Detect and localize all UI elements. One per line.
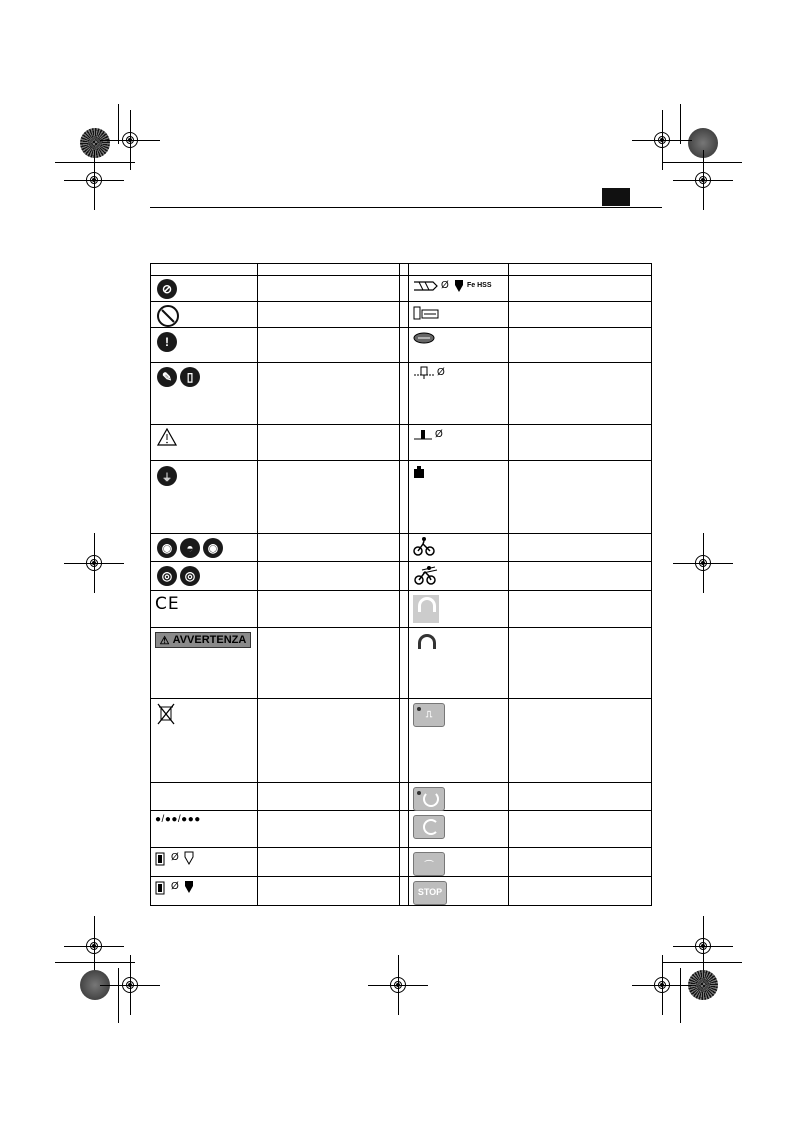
- table-row: [151, 562, 652, 591]
- core-drill-icon: [155, 852, 167, 866]
- symbol-cell: [409, 425, 509, 461]
- spacer-cell: [400, 276, 409, 302]
- meaning-cell: [258, 628, 400, 699]
- stop-button-icon: [413, 881, 447, 905]
- spacer-cell: [400, 562, 409, 591]
- symbol-cell: [409, 848, 509, 877]
- color-target-bottom-right: [688, 970, 718, 1000]
- symbol-cell: [409, 699, 509, 783]
- signal-word-text: AVVERTENZA: [172, 634, 247, 646]
- reverse-button-icon: [413, 815, 445, 839]
- meaning-cell: [258, 276, 400, 302]
- meaning-cell: [258, 783, 400, 811]
- symbol-cell: [151, 425, 258, 461]
- spacer-cell: [400, 699, 409, 783]
- table-row: [151, 328, 652, 363]
- twist-drill-icon: [413, 280, 439, 292]
- table-row: [151, 534, 652, 562]
- stroke-diameter-icon: [413, 366, 435, 380]
- spacer-cell: [400, 783, 409, 811]
- meaning-cell: [509, 562, 652, 591]
- meaning-cell: [258, 811, 400, 848]
- diameter-symbol: Ø: [441, 280, 449, 291]
- stop-label: STOP: [417, 887, 443, 897]
- core-drill-diameter-icon: [453, 279, 465, 293]
- table-header-cell: [409, 264, 509, 276]
- hearing-protection-icon: ◎: [180, 566, 200, 586]
- table-row: [151, 783, 652, 811]
- table-header-cell: [151, 264, 258, 276]
- symbol-cell: [409, 783, 509, 811]
- meaning-cell: [258, 534, 400, 562]
- no-fire-icon: ⊘: [157, 279, 177, 299]
- crop-line: [680, 104, 681, 144]
- symbol-cell: [151, 534, 258, 562]
- symbol-cell: [151, 848, 258, 877]
- speed-levels: ●/●●/●●●: [155, 814, 201, 825]
- meaning-cell: [509, 811, 652, 848]
- crop-line: [662, 962, 742, 963]
- core-drill-diameter-icon: [183, 851, 195, 865]
- spacer-cell: [400, 328, 409, 363]
- symbol-cell: [409, 461, 509, 534]
- power-button-icon: ⎍: [413, 703, 445, 727]
- symbol-cell: [409, 591, 509, 628]
- table-row: [151, 425, 652, 461]
- symbol-cell: [409, 877, 509, 906]
- symbol-cell: [151, 363, 258, 425]
- core-drill-icon: [155, 881, 167, 895]
- table-row: [151, 848, 652, 877]
- language-tab: [602, 188, 630, 206]
- thread-diameter-icon: [413, 428, 433, 442]
- meaning-cell: [509, 848, 652, 877]
- symbol-cell: [409, 562, 509, 591]
- read-manual-icon: ✎: [157, 367, 177, 387]
- table-row: [151, 363, 652, 425]
- spacer-cell: [400, 811, 409, 848]
- table-row: [151, 877, 652, 906]
- symbol-cell: [151, 877, 258, 906]
- symbol-cell: [409, 363, 509, 425]
- slow-rider-icon: [413, 536, 435, 556]
- symbol-cell: [151, 461, 258, 534]
- symbol-cell: [151, 591, 258, 628]
- table-row: [151, 699, 652, 783]
- table-header-cell: [400, 264, 409, 276]
- table-row: [151, 302, 652, 328]
- table-row: [151, 591, 652, 628]
- motor-start-button-icon: [413, 787, 445, 811]
- color-target-top-left: [80, 128, 110, 158]
- meaning-cell: [509, 425, 652, 461]
- meaning-cell: [258, 328, 400, 363]
- fast-rider-icon: [413, 565, 439, 585]
- hearing-protection-icon: ◎: [157, 566, 177, 586]
- magnet-button-icon: ⌒: [413, 852, 445, 876]
- meaning-cell: [509, 699, 652, 783]
- table-row: [151, 276, 652, 302]
- symbol-cell: [151, 811, 258, 848]
- unplug-icon: ⏚: [157, 466, 177, 486]
- crop-line: [118, 104, 119, 144]
- spacer-cell: [400, 461, 409, 534]
- table-header-cell: [258, 264, 400, 276]
- spacer-cell: [400, 848, 409, 877]
- weee-bin-icon: [157, 703, 175, 725]
- meaning-cell: [258, 425, 400, 461]
- table-row: [151, 461, 652, 534]
- crop-line: [55, 962, 135, 963]
- symbol-cell: [151, 302, 258, 328]
- spacer-cell: [400, 591, 409, 628]
- diameter-symbol: Ø: [435, 429, 443, 440]
- meaning-cell: [258, 877, 400, 906]
- meaning-cell: [509, 591, 652, 628]
- spacer-cell: [400, 363, 409, 425]
- head-protection-icon: ◓: [180, 538, 200, 558]
- diameter-symbol: Ø: [171, 852, 179, 863]
- motor-icon: [413, 332, 435, 344]
- symbol-cell: [409, 534, 509, 562]
- table-header-row: [151, 264, 652, 276]
- meaning-cell: [509, 302, 652, 328]
- symbol-cell: [151, 276, 258, 302]
- symbol-cell: [151, 328, 258, 363]
- core-drill-diameter-icon: [183, 880, 195, 894]
- meaning-cell: [258, 302, 400, 328]
- meaning-cell: [258, 562, 400, 591]
- symbol-cell: [409, 302, 509, 328]
- symbol-table: [150, 263, 652, 906]
- magnet-on-icon: [413, 595, 439, 623]
- meaning-cell: [509, 276, 652, 302]
- material-label: Fe HSS: [467, 282, 492, 289]
- warning-triangle-icon: [157, 428, 177, 446]
- diameter-symbol: Ø: [171, 881, 179, 892]
- symbol-cell: [409, 328, 509, 363]
- spacer-cell: [400, 302, 409, 328]
- meaning-cell: [509, 328, 652, 363]
- spacer-cell: [400, 425, 409, 461]
- spacer-cell: [400, 628, 409, 699]
- diameter-symbol: Ø: [437, 367, 445, 378]
- meaning-cell: [258, 699, 400, 783]
- magnet-off-icon: [413, 632, 439, 660]
- signal-word-label: ⚠ AVVERTENZA: [155, 632, 251, 648]
- eye-protection-icon: ◉: [157, 538, 177, 558]
- crop-line: [118, 968, 119, 1023]
- meaning-cell: [258, 461, 400, 534]
- table-row: [151, 628, 652, 699]
- mandatory-icon: !: [157, 332, 177, 352]
- spacer-cell: [400, 877, 409, 906]
- table-row: [151, 811, 652, 848]
- table-header-cell: [509, 264, 652, 276]
- meaning-cell: [509, 783, 652, 811]
- symbol-cell: [151, 628, 258, 699]
- weight-icon: [413, 465, 425, 479]
- symbol-cell: [151, 562, 258, 591]
- prohibition-icon: [157, 305, 179, 327]
- symbol-cell: [151, 699, 258, 783]
- face-mask-icon: ◉: [203, 538, 223, 558]
- crop-line: [55, 162, 135, 163]
- meaning-cell: [258, 363, 400, 425]
- spacer-cell: [400, 534, 409, 562]
- symbol-cell: [409, 276, 509, 302]
- core-bit-icon: [413, 306, 441, 320]
- meaning-cell: [509, 461, 652, 534]
- crop-line: [680, 968, 681, 1023]
- meaning-cell: [258, 848, 400, 877]
- meaning-cell: [509, 628, 652, 699]
- ce-mark: CE: [155, 594, 180, 614]
- symbol-cell: [151, 783, 258, 811]
- header-rule: [150, 207, 662, 208]
- crop-line: [662, 162, 742, 163]
- symbol-cell: [409, 811, 509, 848]
- meaning-cell: [509, 363, 652, 425]
- meaning-cell: [509, 534, 652, 562]
- meaning-cell: [258, 591, 400, 628]
- meaning-cell: [509, 877, 652, 906]
- symbol-cell: [409, 628, 509, 699]
- manual-book-icon: ▯: [180, 367, 200, 387]
